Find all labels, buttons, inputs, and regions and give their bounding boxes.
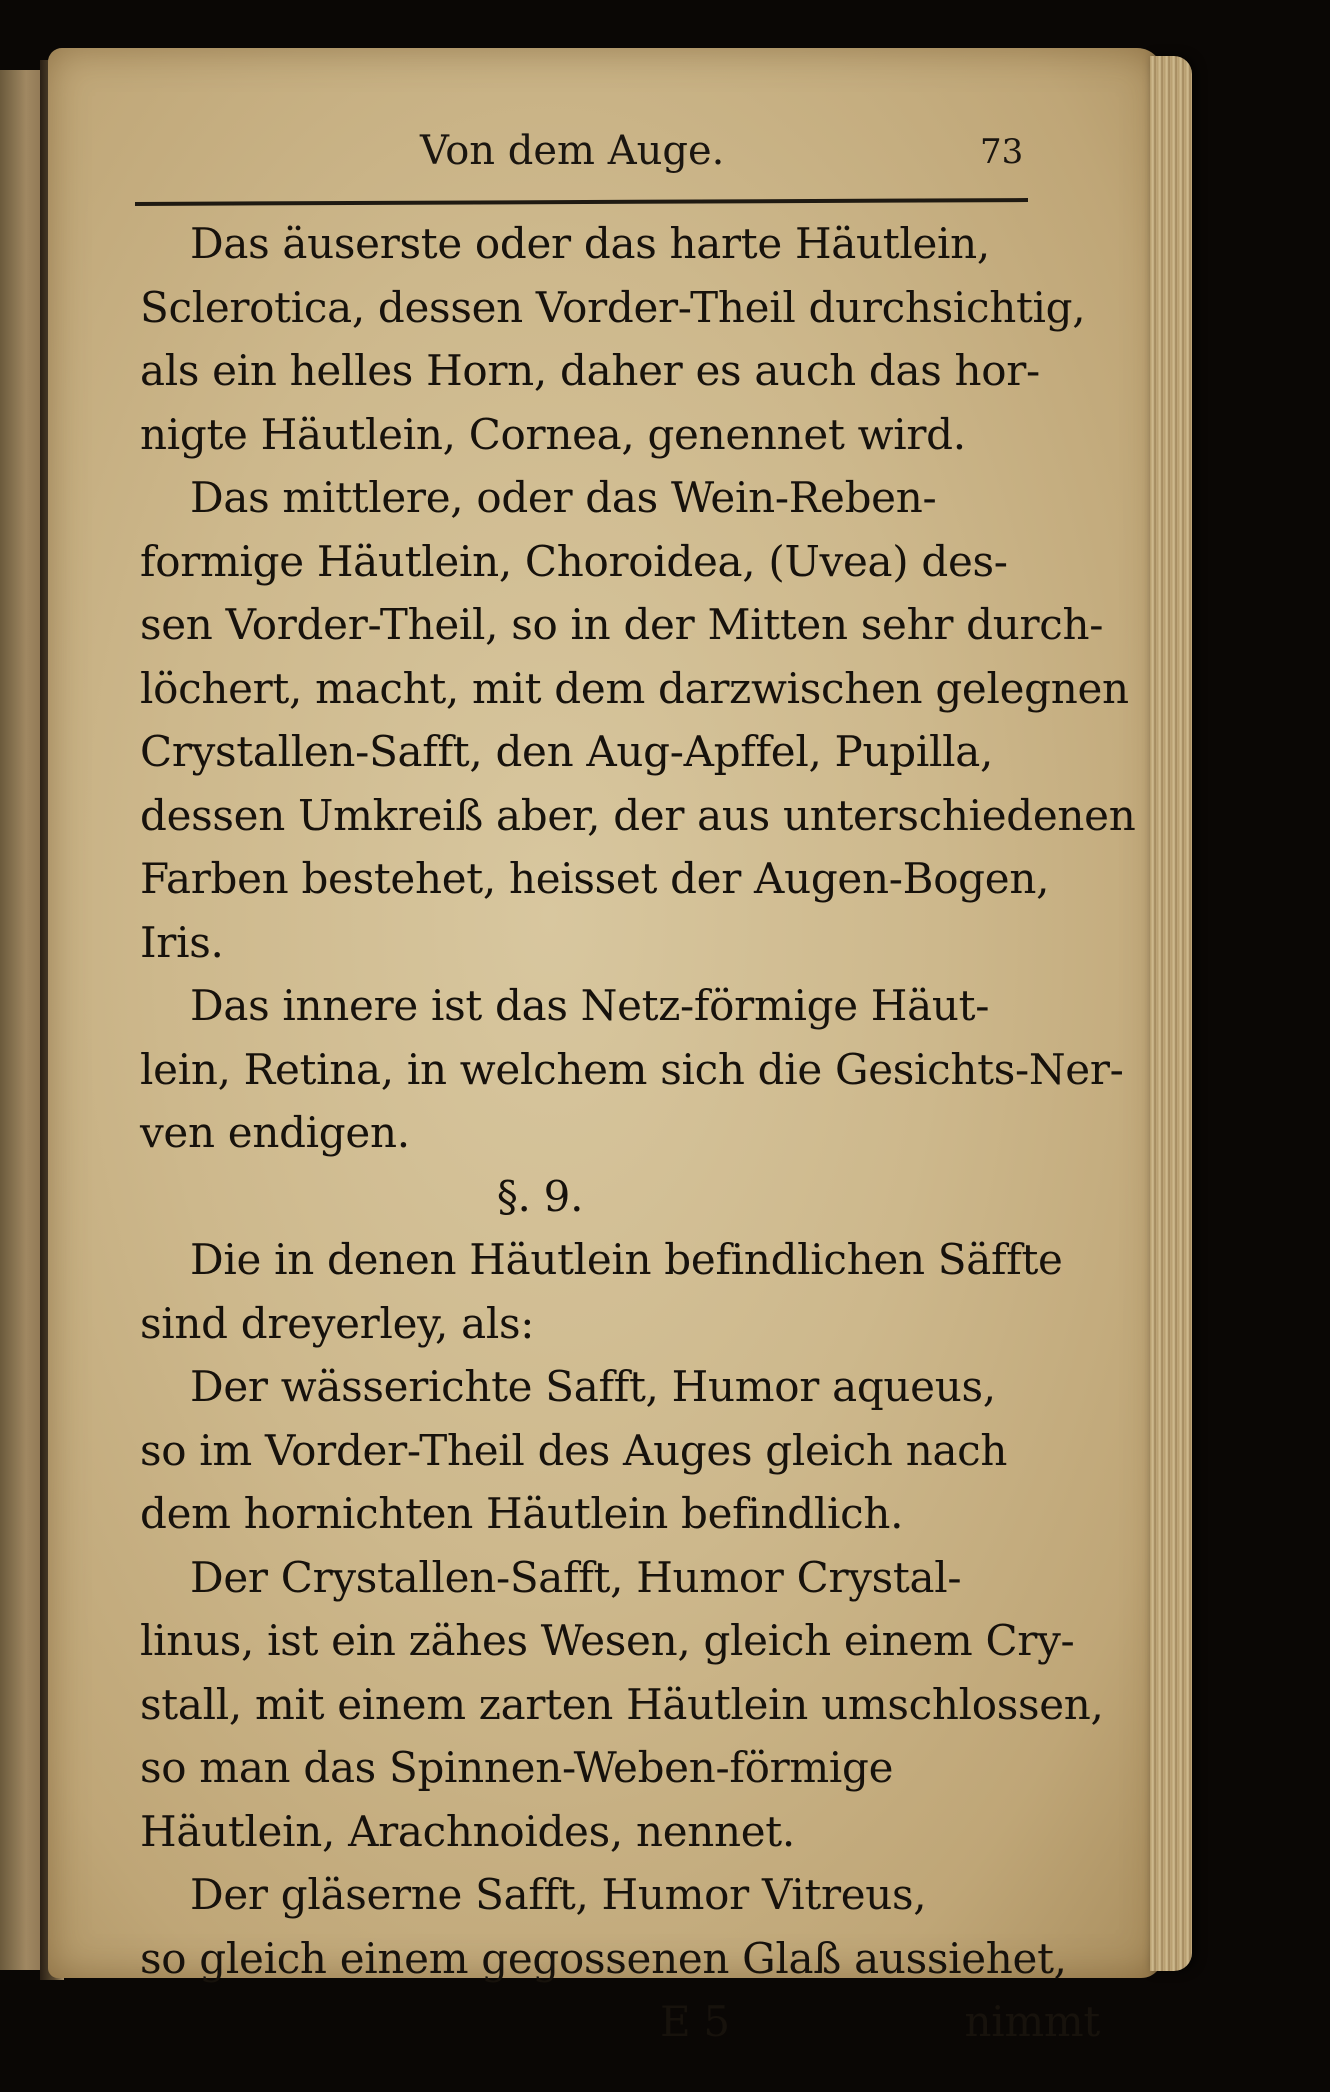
text-line: lein, Retina, in welchem sich die Gesichts-Ner-	[140, 1044, 1124, 1094]
text-line: linus, ist ein zähes Wesen, gleich einem Cry-	[140, 1616, 1075, 1665]
page-number: 73	[980, 132, 1024, 172]
text-line: Crystallen-Safft, den Aug-Apffel, Pupilla,	[140, 727, 994, 776]
text-line: Der Crystallen-Safft, Humor Crystal-	[190, 1552, 962, 1602]
text-line: nigte Häutlein, Cornea, genennet wird.	[140, 409, 966, 459]
text-line: löchert, macht, mit dem darzwischen gelegnen	[140, 663, 1129, 713]
text-line: sen Vorder-Theil, so in der Mitten sehr durch-	[140, 600, 1104, 649]
text-line: Der gläserne Safft, Humor Vitreus,	[190, 1870, 927, 1919]
page-header	[120, 128, 1030, 198]
running-head: Von dem Auge.	[420, 128, 725, 174]
text-line: Das äuserste oder das harte Häutlein,	[190, 219, 990, 268]
text-line: sind dreyerley, als:	[140, 1298, 535, 1348]
page-stack-edge	[1150, 56, 1192, 1971]
text-line: Die in denen Häutlein befindlichen Säffte	[190, 1235, 1063, 1284]
section-number: §. 9.	[496, 1171, 584, 1221]
text-line: so gleich einem gegossenen Glaß aussiehet,	[140, 1933, 1067, 1983]
text-line: stall, mit einem zarten Häutlein umschlossen,	[140, 1679, 1104, 1729]
text-line: so man das Spinnen-Weben-förmige	[140, 1743, 894, 1792]
text-line: Das innere ist das Netz-förmige Häut-	[190, 981, 990, 1030]
text-line: ven endigen.	[140, 1108, 410, 1157]
catchword: nimmt	[964, 1997, 1100, 2046]
text-line: Das mittlere, oder das Wein-Reben-	[190, 473, 937, 522]
text-line: formige Häutlein, Choroidea, (Uvea) des-	[140, 536, 1008, 586]
text-line: dem hornichten Häutlein befindlich.	[140, 1489, 904, 1538]
text-line: so im Vorder-Theil des Auges gleich nach	[140, 1425, 1008, 1475]
text-line: dessen Umkreiß aber, der aus unterschiedenen	[140, 790, 1136, 840]
text-line: Farben bestehet, heisset der Augen-Bogen,	[140, 854, 1050, 903]
text-line: Der wässerichte Safft, Humor aqueus,	[190, 1362, 996, 1411]
text-line: Sclerotica, dessen Vorder-Theil durchsichtig,	[140, 282, 1086, 332]
text-line: als ein helles Horn, daher es auch das hor-	[140, 346, 1040, 395]
text-line: Iris.	[140, 917, 224, 967]
text-line: Häutlein, Arachnoides, nennet.	[140, 1806, 795, 1856]
signature-mark: E 5	[660, 1997, 730, 2046]
page-footer	[140, 1990, 1100, 2054]
body-text	[140, 212, 1136, 2054]
